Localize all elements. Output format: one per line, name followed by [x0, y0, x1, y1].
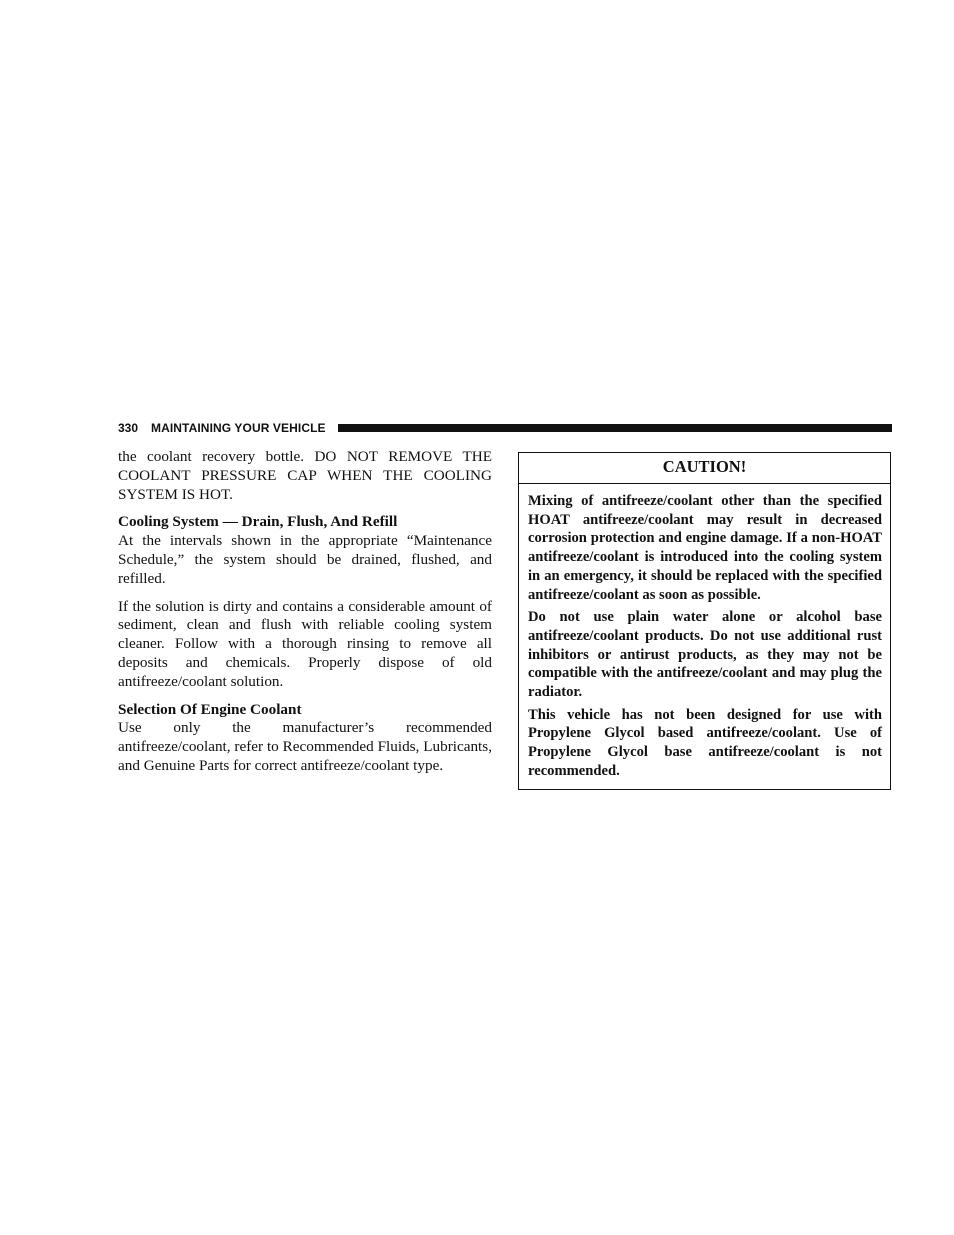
caution-paragraph-2: Do not use plain water alone or alcohol base antifreeze/coolant products. Do not use additional rust inhibitors or antirust products, as they may not be compatible with the antifreeze/coolant and may plug the radiator. [528, 609, 882, 701]
drain-flush-refill-heading: Cooling System — Drain, Flush, And Refill [118, 513, 398, 531]
page-header [118, 420, 892, 436]
drain-paragraph-2: If the solution is dirty and contains a considerable amount of sediment, clean and flush with reliable cooling system cleaner. Follow with a thorough rinsing to remove all deposits and chemicals. Properly dispose of old antifreeze/coolant solution. [118, 597, 492, 690]
header-rule [338, 424, 892, 432]
section-title: MAINTAINING YOUR VEHICLE [151, 421, 326, 435]
caution-title: CAUTION! [519, 453, 890, 484]
page-number: 330 [118, 421, 139, 435]
selection-coolant-heading: Selection Of Engine Coolant [118, 700, 302, 718]
intro-paragraph: the coolant recovery bottle. DO NOT REMOVE THE COOLANT PRESSURE CAP WHEN THE COOLING SYSTEM IS HOT. [118, 448, 492, 503]
drain-paragraph-1: At the intervals shown in the appropriate “Maintenance Schedule,” the system should be drained, flushed, and refilled. [118, 532, 492, 587]
caution-box [518, 452, 891, 790]
left-column [118, 448, 492, 785]
selection-paragraph: Use only the manufacturer’s recommended antifreeze/coolant, refer to Recommended Fluids, Lubricants, and Genuine Parts for correct antifreeze/coolant type. [118, 719, 492, 774]
caution-body [519, 484, 890, 789]
caution-paragraph-1: Mixing of antifreeze/coolant other than the specified HOAT antifreeze/coolant may result in decreased corrosion protection and engine damage. If a non-HOAT antifreeze/coolant is introduced into the cooling system in an emergency, it should be replaced with the specified antifreeze/coolant as soon as possible. [528, 493, 882, 603]
caution-paragraph-3: This vehicle has not been designed for use with Propylene Glycol based antifreeze/coolant. Use of Propylene Glycol base antifreeze/coolant is not recommended. [528, 706, 882, 779]
